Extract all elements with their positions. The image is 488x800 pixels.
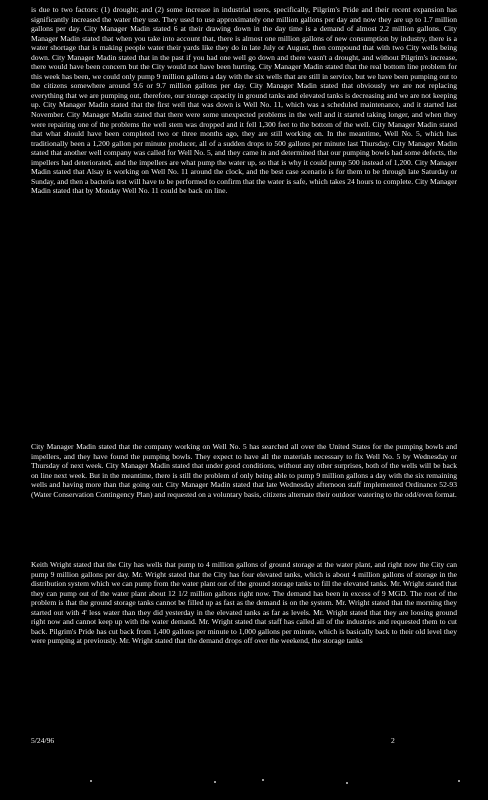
scan-speck xyxy=(458,780,460,782)
scan-speck xyxy=(90,780,92,782)
footer-date: 5/24/96 xyxy=(31,736,55,745)
scan-speck xyxy=(262,779,264,781)
scan-speck xyxy=(214,781,216,783)
scan-speck xyxy=(346,782,348,784)
body-paragraph-2: City Manager Madin stated that the company working on Well No. 5 has searched all over the United States for the pumping bowls and impellers, and they have found the pumping bowls. They expect to have all the materials necessary to fix Well No. 5 by Wednesday or Thursday of next week. City Manager Madin stated that under good conditions, without any other surprises, both of the wells will be back on line next week. But in the meantime, there is still the problem of only being able to pump 9 million gallons a day with the six remaining wells and having more than that going out. City Manager Madin stated that late Wednesday afternoon staff implemented Ordinance 52-93 (Water Conservation Contingency Plan) and requested on a voluntary basis, citizens alternate their outdoor watering to the odd/even format. xyxy=(31,442,457,499)
body-paragraph-1: is due to two factors: (1) drought; and (2) some increase in industrial users, specifically, Pilgrim's Pride and their recent expansion has significantly increased the water they use. They used to use approximately one million gallons per day and now they are up to 1.7 million gallons per day. City Manager Madin stated 6 at their drawing down in the day time is a demand of almost 2.2 million gallons. City Manager Madin stated that when you take into account that, there is almost one million gallons of new consumption by industry, there is a water shortage that is making people water their yards like they do in late July or August, then compound that with two City wells being down. City Manager Madin stated that in the past if you had one well go down and there wasn't a drought, and without Pilgrim's increase, there would have been concern but the City would not have been hurting. City Manager Madin stated that the real bottom line problem for this week has been, we could only pump 9 million gallons a day with the six wells that are still in service, but we have been pumping out to the citizens somewhere around 9.6 or 9.7 million gallons per day. City Manager Madin stated that obviously we are not replacing everything that we are pumping out, therefore, our storage capacity in ground tanks and elevated tanks is decreasing and we are not keeping up. City Manager Madin stated that the first well that was down is Well No. 11, which was a scheduled maintenance, and it started last November. City Manager Madin stated that there were some unexpected problems in the well and it started taking longer, and when they were repairing one of the problems the well stem was dropped and it fell 1,300 feet to the bottom of the well. City Manager Madin stated that what should have been completed two or three months ago, they are still working on. In the meantime, Well No. 5, which has traditionally been a 1,200 gallon per minute producer, all of a sudden drops to 500 gallons per minute last Thursday. City Manager Madin stated that another well company was called for Well No. 5, and they came in and determined that our pumping bowls had some defects, the impellers had deteriorated, and the impellers are what pump the water up, so that is why it could pump 500 instead of 1,200. City Manager Madin stated that Alsay is working on Well No. 11 around the clock, and the best case scenario is for them to be through late Saturday or Sunday, and then a bacteria test will have to be performed to confirm that the water is safe, which takes 24 hours to complete. City Manager Madin stated that by Monday Well No. 11 could be back on line. xyxy=(31,5,457,196)
body-paragraph-3: Keith Wright stated that the City has wells that pump to 4 million gallons of ground storage at the water plant, and right now the City can pump 9 million gallons per day. Mr. Wright stated that the City has four elevated tanks, which is about 4 million gallons of storage in the distribution system which we can pump from the water plant out of the ground storage tanks to fill the elevated tanks. Mr. Wright stated that they can pump out of the water plant about 12 1/2 million gallons right now. The demand has been in excess of 9 MGD. The root of the problem is that the ground storage tanks cannot be filled up as fast as the demand is on the system. Mr. Wright stated that the morning they started out with 4' less water than they did yesterday in the elevated tanks as far as levels. Mr. Wright stated that they are loosing ground right now and cannot keep up with the water demand. Mr. Wright stated that staff has called all of the industries and requested them to cut back. Pilgrim's Pride has cut back from 1,400 gallons per minute to 1,000 gallons per minute, which is basically back to their old level they were pumping at previously. Mr. Wright stated that the demand drops off over the weekend, the storage tanks xyxy=(31,560,457,646)
footer-page-number: 2 xyxy=(391,736,395,745)
